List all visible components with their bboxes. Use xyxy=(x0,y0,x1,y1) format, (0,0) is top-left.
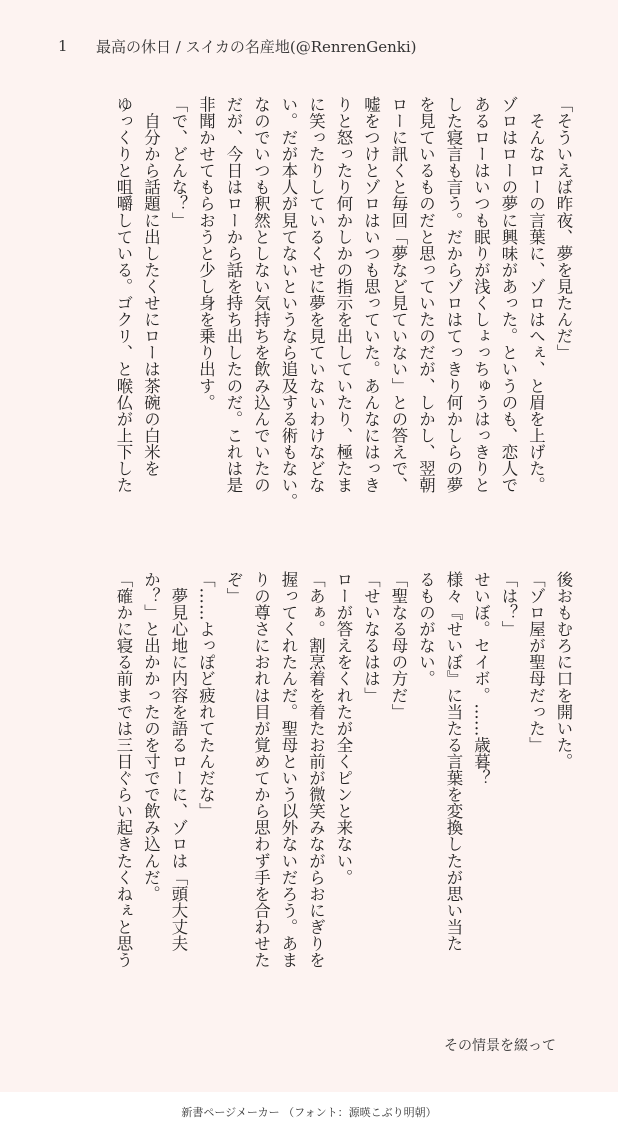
continuation-caption: その情景を綴って xyxy=(444,1038,556,1054)
text-column: ゆっくりと咀嚼している。ゴクリ、と喉仏が上下した xyxy=(114,96,133,494)
text-column: 「あぁ。割烹着を着たお前が微笑みながらおにぎりを xyxy=(306,571,326,969)
text-column: に笑ったりしているくせに夢を見ていないわけなどな xyxy=(306,96,326,494)
page-title: 最高の休日 / スイカの名産地(@RenrenGenki) xyxy=(96,37,417,56)
page-header xyxy=(58,33,417,59)
text-column: 「ゾロ屋が聖母だった」 xyxy=(526,571,546,754)
footer-credit: 新書ページメーカー （フォント：源暎こぶり明朝） xyxy=(0,1092,618,1132)
text-block-bottom xyxy=(58,571,577,996)
text-column: せいぼ。セイボ。……歳暮？ xyxy=(471,571,491,787)
text-column: そんなローの言葉に、ゾロはへぇ、と眉を上げた。 xyxy=(526,96,546,494)
text-column: ローが答えをくれたが全くピンと来ない。 xyxy=(334,571,353,886)
text-column: 「確かに寝る前までは三日ぐらい起きたくねぇと思う xyxy=(114,571,133,969)
text-column: 握ってくれたんだ。聖母という以外ないだろう。あま xyxy=(279,571,298,969)
text-column: を見ているものだと思っていたのだが、しかし、翌朝 xyxy=(416,96,436,494)
page-number: 1 xyxy=(58,37,68,55)
text-column: りと怒ったり何かしかの指示を出していたり、極たま xyxy=(334,96,353,494)
text-column: ぞ」 xyxy=(224,571,243,605)
text-column: るものがない。 xyxy=(416,571,436,687)
text-column: 後おもむろに口を開いた。 xyxy=(554,571,573,770)
text-column: 「で、どんな？」 xyxy=(169,96,188,229)
text-column: 「……よっぽど疲れてたんだな」 xyxy=(196,571,216,820)
text-column: い。だが本人が見てないというなら追及する術もない。 xyxy=(279,96,298,510)
text-column: なのでいつも釈然としない気持ちを飲み込んでいたの xyxy=(251,96,271,494)
text-column: 様々『せいぼ』に当たる言葉を変換したが思い当た xyxy=(444,571,463,952)
text-column: 「は？」 xyxy=(499,571,518,638)
text-column: だが、今日はローから話を持ち出したのだ。これは是 xyxy=(224,96,243,494)
text-column: ゾロはローの夢に興味があった。というのも、恋人で xyxy=(499,96,518,494)
text-column: した寝言も言う。だからゾロはてっきり何かしらの夢 xyxy=(444,96,463,494)
text-column: 自分から話題に出したくせにローは茶碗の白米を xyxy=(141,96,161,477)
text-column: 「そういえば昨夜、夢を見たんだ」 xyxy=(554,96,573,361)
text-column: 夢見心地に内容を語るローに、ゾロは「頭大丈夫 xyxy=(169,571,188,952)
text-column: 「聖なる母の方だ」 xyxy=(389,571,408,720)
text-column: か？」と出かかったのを寸でで飲み込んだ。 xyxy=(141,571,161,902)
text-column: りの尊さにおれは目が覚めてから思わず手を合わせた xyxy=(251,571,271,969)
text-column: 非聞かせてもらおうと少し身を乗り出す。 xyxy=(196,96,216,411)
text-column: あるローはいつも眠りが浅くしょっちゅうはっきりと xyxy=(471,96,491,494)
text-column: 「せいなるはは」 xyxy=(361,571,381,704)
text-column: 嘘をつけとゾロはいつも思っていた。あんなにはっき xyxy=(361,96,381,494)
text-column: ローに訊くと毎回「夢など見ていない」との答えで、 xyxy=(389,96,408,494)
text-block-top xyxy=(58,96,577,526)
